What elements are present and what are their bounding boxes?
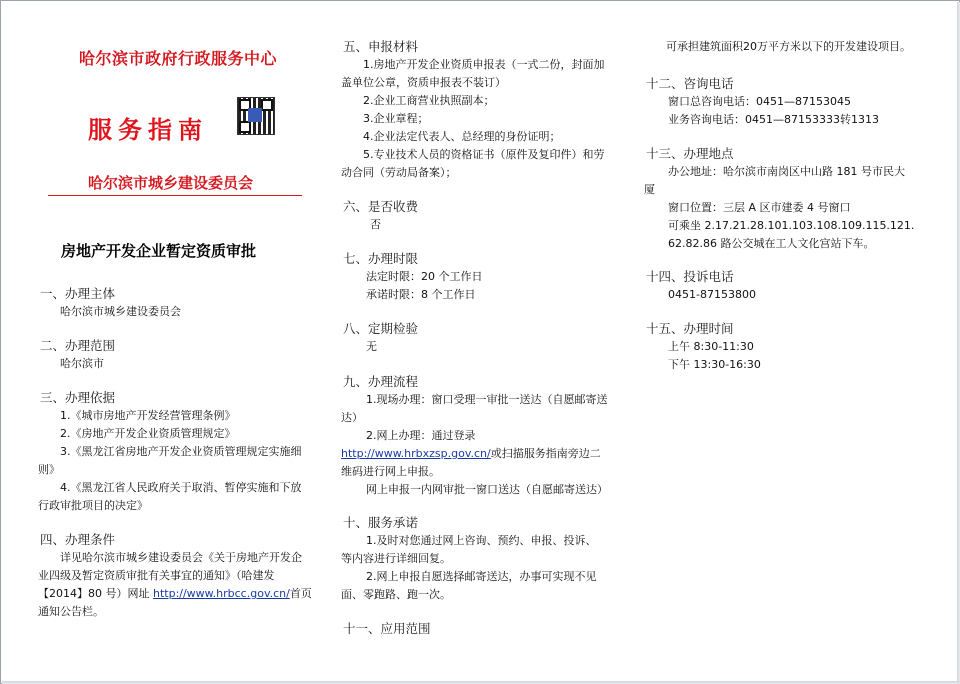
section-text: 网上申报一内网审批一窗口送达（自愿邮寄送达） (366, 483, 608, 496)
section-text: 3.企业章程； (363, 112, 429, 125)
section-text: 或扫描服务指南旁边二 (490, 447, 601, 460)
section-heading: 十五、办理时间 (646, 321, 734, 336)
section-heading: 四、办理条件 (40, 532, 116, 547)
section-text: 厦 (644, 183, 655, 196)
document-title: 房地产开发企业暂定资质审批 (61, 242, 257, 260)
section-heading: 十一、应用范围 (343, 621, 431, 636)
section-text: 盖单位公章，资质申报表不装订） (341, 76, 506, 89)
section-text: 4.《黑龙江省人民政府关于取消、暂停实施和下放 (60, 481, 302, 494)
section-text-line (341, 445, 601, 463)
section-text: 行政审批项目的决定》 (38, 499, 148, 512)
section-text: 2.企业工商营业执照副本； (363, 94, 495, 107)
section-text: 3.《黑龙江省房地产开发企业资质管理规定实施细 (60, 445, 302, 458)
section-text: 法定时限：20 个工作日 (366, 270, 483, 283)
section-text: 哈尔滨市 (60, 357, 104, 370)
section-text: 1.《城市房地产开发经营管理条例》 (60, 409, 236, 422)
section-heading: 十四、投诉电话 (646, 269, 734, 284)
section-heading: 七、办理时限 (343, 251, 419, 266)
section-text: 2.网上申报自愿选择邮寄送达，办事可实现不见 (366, 570, 597, 583)
section-text: 哈尔滨市城乡建设委员会 (60, 305, 181, 318)
hrbcc-link[interactable]: http://www.hrbcc.gov.cn/ (152, 587, 290, 600)
hrbxzsp-link[interactable]: http://www.hrbxzsp.gov.cn/ (341, 447, 491, 460)
section-text: 业四级及暂定资质审批有关事宜的通知》（哈建发 (38, 569, 275, 582)
section-text: 否 (370, 218, 381, 231)
section-heading: 十二、咨询电话 (646, 76, 734, 91)
section-text: 窗口位置：三层 A 区市建委 4 号窗口 (668, 201, 851, 214)
section-text: 动合同（劳动局备案）； (341, 166, 457, 179)
section-text: 达） (341, 411, 363, 424)
red-divider (48, 195, 302, 196)
section-text: 可乘坐 2.17.21.28.101.103.108.109.115.121. (668, 219, 915, 232)
section-heading: 十、服务承诺 (343, 515, 419, 530)
section-text: 承诺时限：8 个工作日 (366, 288, 476, 301)
section-text: 等内容进行详细回复。 (341, 552, 451, 565)
section-heading: 九、办理流程 (343, 374, 419, 389)
section-text: 1.及时对您通过网上咨询、预约、申报、投诉、 (366, 534, 597, 547)
section-heading: 一、办理主体 (40, 286, 116, 301)
section-text-line (38, 585, 312, 603)
section-text: 详见哈尔滨市城乡建设委员会《关于房地产开发企 (60, 551, 302, 564)
qr-code-icon[interactable] (237, 97, 275, 135)
section-heading: 二、办理范围 (40, 338, 116, 353)
section-text: 0451-87153800 (668, 288, 756, 301)
department-name: 哈尔滨市城乡建设委员会 (88, 174, 254, 192)
section-text: 4.企业法定代表人、总经理的身份证明； (363, 130, 561, 143)
section-heading: 十三、办理地点 (646, 146, 734, 161)
section-text: 面、零跑路、跑一次。 (341, 588, 451, 601)
section-text: 首页 (289, 587, 312, 600)
section-heading: 三、办理依据 (40, 390, 116, 405)
section-text: 则》 (38, 463, 60, 476)
section-heading: 六、是否收费 (343, 199, 419, 214)
section-text: 5.专业技术人员的资格证书（原件及复印件）和劳 (363, 148, 605, 161)
service-guide-title: 服务指南 (88, 116, 208, 144)
org-title: 哈尔滨市政府行政服务中心 (78, 49, 277, 68)
section-text: 1.房地产开发企业资质申报表（一式二份，封面加 (363, 58, 605, 71)
section-text: 维码进行网上申报。 (341, 465, 440, 478)
section-heading: 八、定期检验 (343, 321, 419, 336)
section-text: 业务咨询电话：0451—87153333转1313 (668, 113, 879, 126)
section-text: 2.网上办理：通过登录 (366, 429, 476, 442)
section-text: 窗口总咨询电话：0451—87153045 (668, 95, 851, 108)
section-text: 无 (366, 340, 377, 353)
section-text: 62.82.86 路公交城在工人文化宫站下车。 (668, 237, 875, 250)
section-heading: 五、申报材料 (343, 39, 419, 54)
section-text: 2.《房地产开发企业资质管理规定》 (60, 427, 236, 440)
section-text: 上午 8:30-11:30 (668, 340, 754, 353)
section-text: 下午 13:30-16:30 (668, 358, 761, 371)
section-text: 可承担建筑面积20万平方米以下的开发建设项目。 (666, 40, 911, 53)
section-text: 1.现场办理：窗口受理一审批一送达（自愿邮寄送 (366, 393, 608, 406)
section-text: 通知公告栏。 (38, 605, 104, 618)
section-text: 【2014】80 号）网址 (38, 587, 153, 600)
section-text: 办公地址：哈尔滨市南岗区中山路 181 号市民大 (668, 165, 905, 178)
